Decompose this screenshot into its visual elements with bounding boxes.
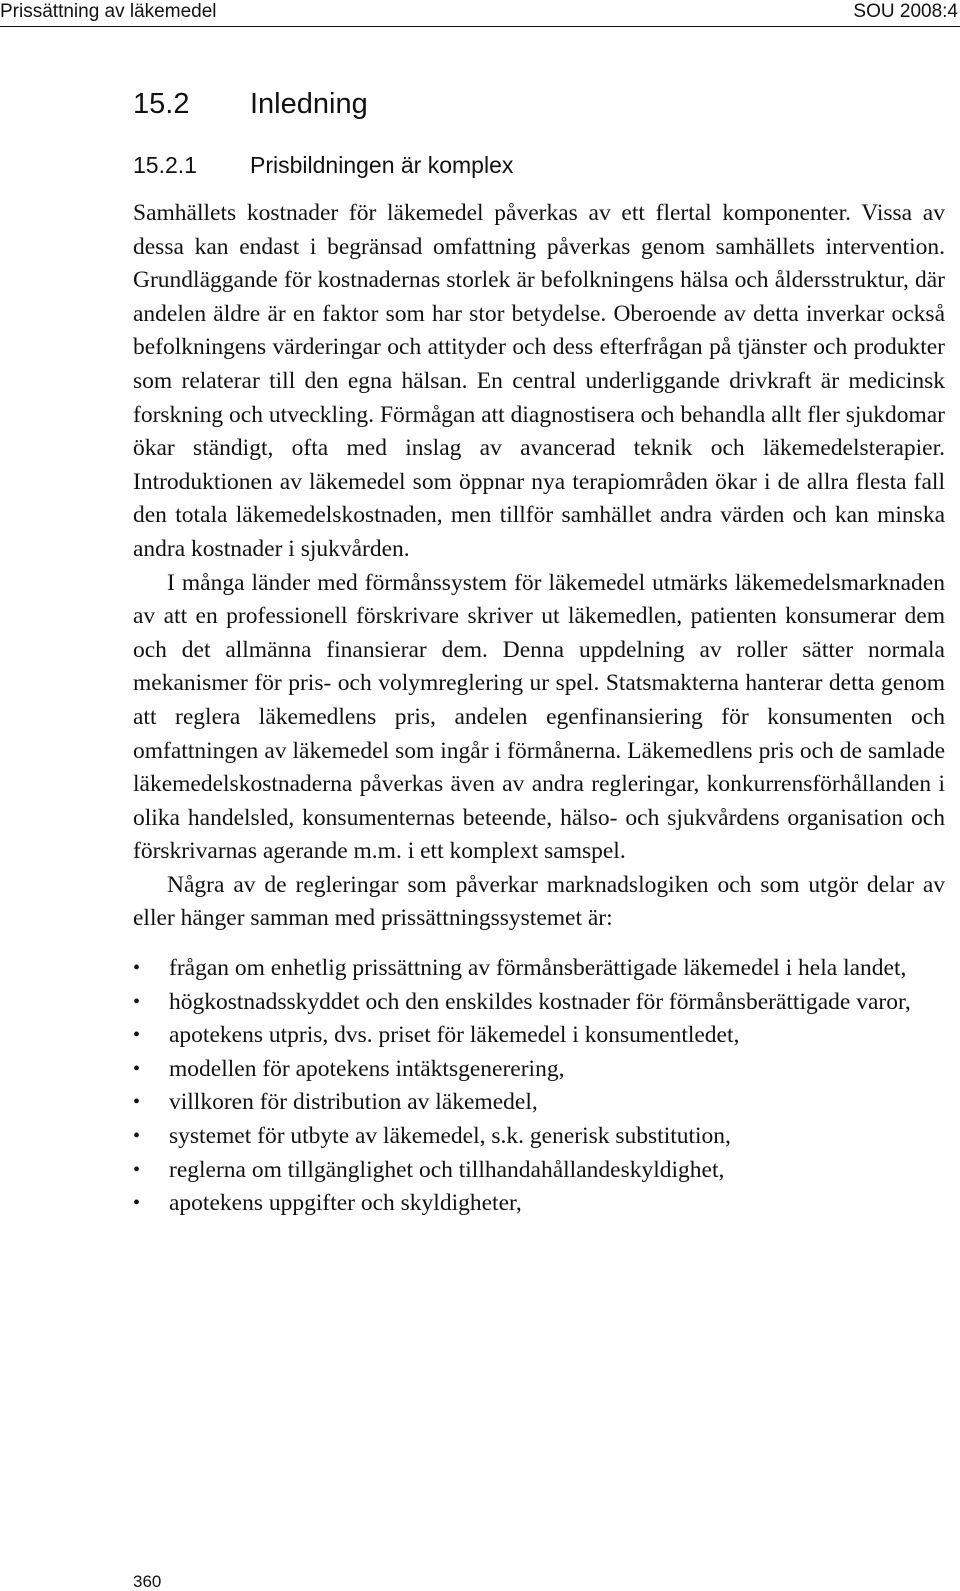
subsection-heading: [133, 149, 945, 197]
section-title: Inledning: [250, 88, 368, 120]
subsection-title: Prisbildningen är komplex: [250, 152, 514, 178]
section-number: 15.2: [133, 88, 190, 120]
list-item: • högkostnadsskyddet och den enskildes kostnader för förmånsberättigade varor,: [133, 986, 945, 1020]
bullet-icon: •: [133, 1125, 141, 1148]
running-header: [0, 0, 960, 27]
bullet-icon: •: [133, 1192, 141, 1215]
header-rule: [0, 26, 960, 27]
subsection-number: 15.2.1: [133, 152, 197, 178]
page-number: 360: [133, 1572, 162, 1591]
regulation-list: [133, 952, 945, 1221]
bullet-icon: •: [133, 990, 141, 1013]
list-item: • reglerna om tillgänglighet och tillhandahållandeskyldighet,: [133, 1154, 945, 1188]
list-item: • modellen för apotekens intäktsgenerering,: [133, 1053, 945, 1087]
list-item: • apotekens uppgifter och skyldigheter,: [133, 1187, 945, 1221]
paragraph-1: Samhällets kostnader för läkemedel påverkas av ett flertal komponenter. Vissa av dessa kan endast i begränsad omfattning påverkas genom samhällets intervention. Grundläggande för kostnadernas storlek är befolkningens hälsa och åldersstruktur, där andelen äldre är en faktor som har stor betydelse. Oberoende av detta inverkar också befolkningens värderingar och attityder och dess efterfrågan på tjänster och produkter som relaterar till den egna hälsan. En central underliggande drivkraft är medicinsk forskning och utveckling. Förmågan att diagnostisera och behandla allt fler sjukdomar ökar ständigt, ofta med inslag av avancerad teknik och läkemedelsterapier. Introduktionen av läkemedel som öppnar nya terapiområden ökar i de allra flesta fall den totala läkemedelskostnaden, men tillför samhället andra värden och kan minska andra kostnader i sjukvården.: [133, 200, 945, 562]
paragraph-3: Några av de regleringar som påverkar marknadslogiken och som utgör delar av eller hänger samman med prissättningssystemet är:: [133, 871, 945, 932]
page-body: [133, 84, 945, 1221]
bullet-icon: •: [133, 1091, 141, 1114]
list-item: • villkoren för distribution av läkemedel,: [133, 1086, 945, 1120]
bullet-icon: •: [133, 1024, 141, 1047]
running-header-title: Prissättning av läkemedel: [0, 1, 217, 22]
paragraph-2: I många länder med förmånssystem för läkemedel utmärks läkemedelsmarknaden av att en professionell förskrivare skriver ut läkemedlen, patienten konsumerar dem och det allmänna finansierar dem. Denna uppdelning av roller sätter normala mekanismer för pris- och volymreglering ur spel. Statsmakterna hanterar detta genom att reglera läkemedlens pris, andelen egenfinansiering för konsumenten och omfattningen av läkemedel som ingår i förmånerna. Läkemedlens pris och de samlade läkemedelskostnaderna påverkas även av andra regleringar, konkurrensförhållanden i olika handelsled, konsumenternas beteende, hälso- och sjukvårdens organisation och förskrivarnas agerande m.m. i ett komplext samspel.: [133, 569, 945, 865]
list-item: • frågan om enhetlig prissättning av förmånsberättigade läkemedel i hela landet,: [133, 952, 945, 986]
list-item: • apotekens utpris, dvs. priset för läkemedel i konsumentledet,: [133, 1019, 945, 1053]
bullet-icon: •: [133, 1158, 141, 1181]
list-item: • systemet för utbyte av läkemedel, s.k. generisk substitution,: [133, 1120, 945, 1154]
running-header-report-id: SOU 2008:4: [853, 1, 958, 22]
section-heading: [133, 84, 945, 132]
bullet-icon: •: [133, 957, 141, 980]
bullet-icon: •: [133, 1057, 141, 1080]
